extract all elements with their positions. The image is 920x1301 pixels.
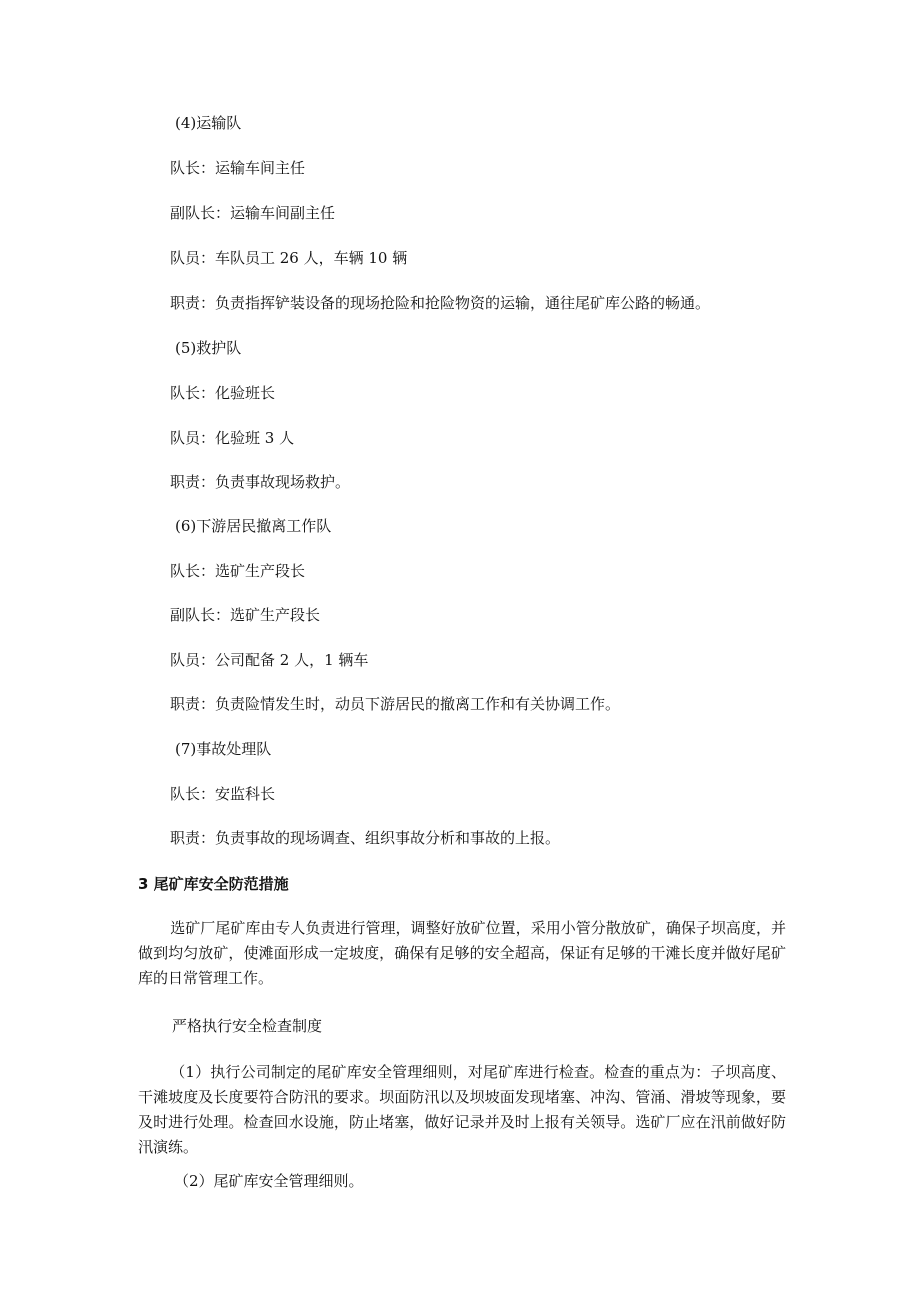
rescue-team-duty: 职责：负责事故现场救护。 [170, 473, 351, 491]
transport-team-deputy: 副队长：运输车间副主任 [170, 204, 336, 222]
inspection-item-2: （2）尾矿库安全管理细则。 [174, 1172, 364, 1190]
evacuation-team-members: 队员：公司配备 2 人，1 辆车 [170, 651, 369, 669]
evacuation-team-deputy: 副队长：选矿生产段长 [170, 606, 321, 624]
rescue-team-title: (5)救护队 [175, 339, 242, 357]
evacuation-team-title: (6)下游居民撤离工作队 [175, 517, 332, 535]
transport-team-duty: 职责：负责指挥铲装设备的现场抢险和抢险物资的运输，通往尾矿库公路的畅通。 [170, 294, 711, 312]
rescue-team-members: 队员：化验班 3 人 [170, 429, 295, 447]
inspection-item-1: （1）执行公司制定的尾矿库安全管理细则，对尾矿库进行检查。检查的重点为：子坝高度、干滩坡度及长度要符合防汛的要求。坝面防汛以及坝坡面发现堵塞、冲沟、管涌、滑坡等现象，要及时进行处理。检查回水设施，防止堵塞，做好记录并及时上报有关领导。选矿厂应在汛前做好防汛演练。 [138, 1063, 786, 1156]
accident-team-duty: 职责：负责事故的现场调查、组织事故分析和事故的上报。 [170, 829, 561, 847]
transport-team-title: (4)运输队 [175, 114, 242, 132]
transport-team-members: 队员：车队员工 26 人，车辆 10 辆 [170, 249, 408, 267]
accident-team-title: (7)事故处理队 [175, 740, 272, 758]
rescue-team-leader: 队长：化验班长 [170, 384, 276, 402]
accident-team-leader: 队长：安监科长 [170, 785, 276, 803]
evacuation-team-leader: 队长：选矿生产段长 [170, 562, 306, 580]
transport-team-leader: 队长：运输车间主任 [170, 159, 306, 177]
section-3-intro: 选矿厂尾矿库由专人负责进行管理，调整好放矿位置，采用小管分散放矿，确保子坝高度，并做到均匀放矿，使滩面形成一定坡度，确保有足够的安全超高，保证有足够的干滩长度并做好尾矿库的日常管理工作。 [138, 919, 786, 987]
section-3-heading: 3 尾矿库安全防范措施 [138, 875, 289, 893]
evacuation-team-duty: 职责：负责险情发生时，动员下游居民的撤离工作和有关协调工作。 [170, 695, 621, 713]
safety-inspection-system-title: 严格执行安全检查制度 [172, 1017, 323, 1035]
